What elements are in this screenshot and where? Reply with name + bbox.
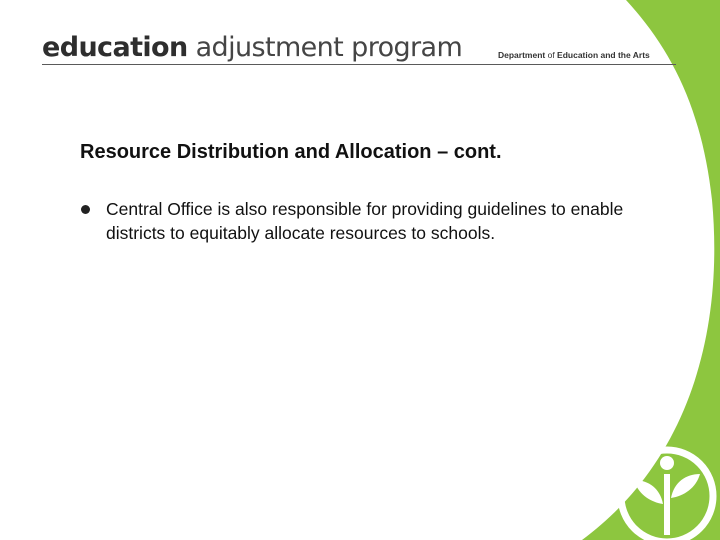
dept-suffix: Education and the Arts	[557, 50, 650, 60]
bullet-text: Central Office is also responsible for providing guidelines to enable districts to equitably allocate resources to schools.	[106, 199, 624, 243]
program-logo	[42, 32, 462, 64]
bullet-list	[80, 197, 680, 245]
dept-prefix: Department	[498, 50, 546, 60]
slide-title: Resource Distribution and Allocation – cont.	[80, 141, 502, 163]
header-divider	[42, 64, 676, 65]
logo-word-education: education	[42, 32, 188, 63]
bullet-dot-icon	[81, 205, 90, 214]
bullet-item	[80, 197, 680, 245]
dept-of: of	[545, 50, 558, 60]
logo-words-adjustment-program: adjustment program	[187, 32, 463, 63]
department-name	[498, 50, 650, 60]
